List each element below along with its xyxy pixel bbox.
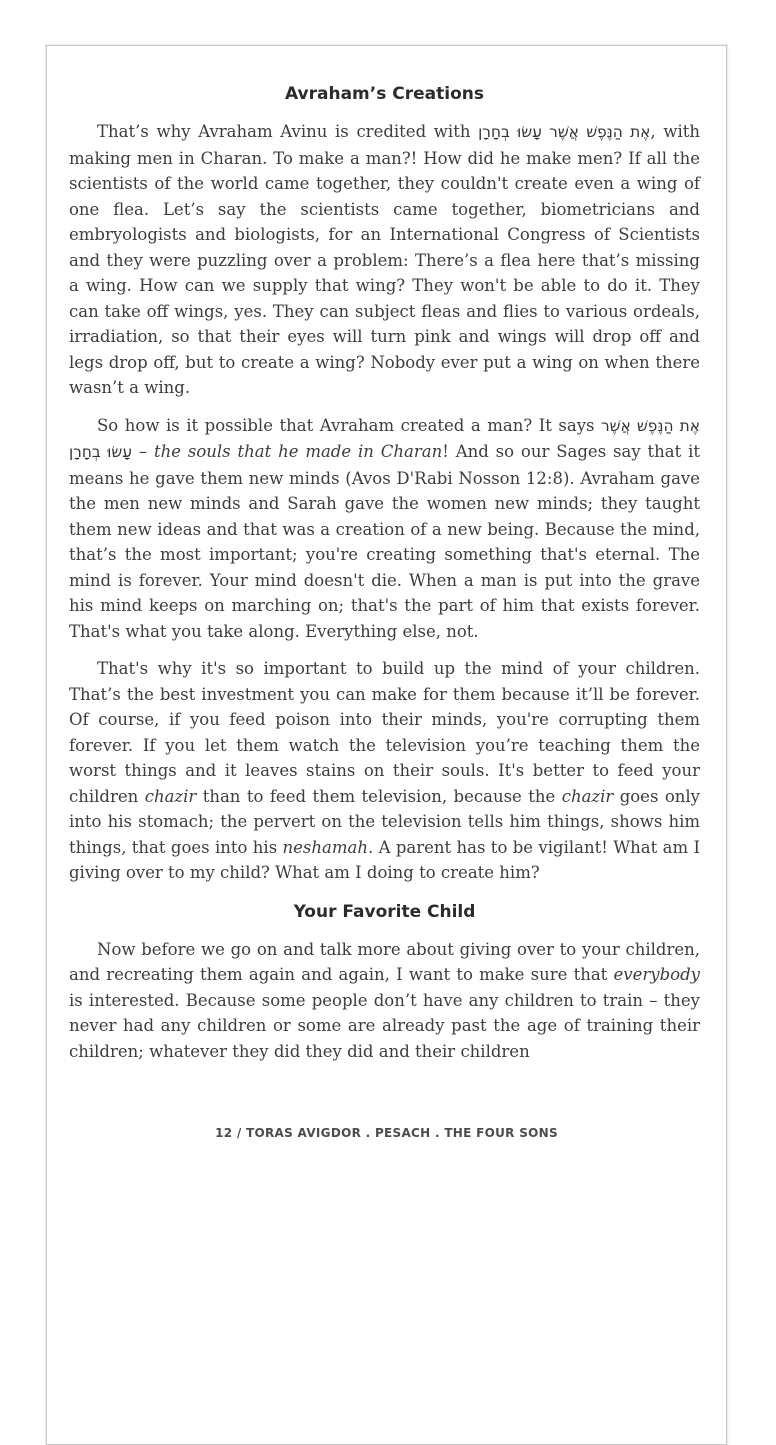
document-page (46, 45, 727, 1445)
hebrew-phrase: אֶת הַנֶּפֶשׁ אֲשֶׁר עָשׂוּ בְחָרָן (478, 123, 651, 141)
paragraph-before-we-go-on (69, 937, 700, 1065)
section-heading-your-favorite-child: Your Favorite Child (293, 901, 476, 922)
text-run: Now before we go on and talk more about giving over to your children, and recreating them again and again, I want to make sure that (69, 939, 700, 984)
italic-translation: the souls that he made in Charan (153, 442, 443, 461)
text-run: , with making men in Charan. To make a man?! How did he make men? If all the scientists of the world came together, they couldn't create even a wing of one flea. Let’s say the scientists came together, biometricians and embryologists and biologists, for an International Congress of Scientists and they were puzzling over a problem: There’s a flea here that’s missing a wing. How can we supply that wing? They won't be able to do it. They can take off wings, yes. They can subject fleas and flies to various ordeals, irradiation, so that their eyes will turn pink and wings will drop off and legs drop off, but to create a wing? Nobody ever put a wing on when there wasn’t a wing. (69, 122, 700, 397)
text-run: – (131, 442, 154, 461)
text-run: That’s why Avraham Avinu is credited with (97, 122, 479, 141)
paragraph-build-minds (69, 656, 700, 886)
page-content (47, 46, 726, 1064)
italic-term: chazir (561, 786, 614, 806)
text-run: goes only into his stomach; the pervert on the television tells him things, shows him things, that goes into his (69, 786, 701, 857)
section-heading-avrahams-creations: Avraham’s Creations (285, 84, 484, 104)
text-run: That's why it's so important to build up the mind of your children. That’s the best investment you can make for them because it’ll be forever. Of course, if you feed poison into their minds, you're corrupting them forever. If you let them watch the television you’re teaching them the worst things and it leaves stains on their souls. It's better to feed your children (69, 659, 700, 806)
text-run: So how is it possible that Avraham created a man? It says (97, 415, 602, 435)
text-run: than to feed them television, because the (196, 786, 562, 806)
italic-term: everybody (613, 965, 700, 984)
hebrew-phrase: אֶת הַנֶּפֶשׁ אֲשֶׁר עָשׂוּ בְחָרָן (69, 416, 700, 461)
paragraph-avraham-credited (69, 119, 700, 401)
text-run: . A parent has to be vigilant! What am I giving over to my child? What am I doing to create him? (69, 837, 700, 882)
page-footer: 12 / TORAS AVIGDOR . PESACH . THE FOUR SONS (215, 1126, 558, 1140)
italic-term: chazir (144, 786, 197, 806)
text-run: ! And so our Sages say that it means he gave them new minds (Avos D'Rabi Nosson 12:8). Avraham gave the men new minds and Sarah gave the women new minds; they taught them new ideas and that was a creation of a new being. Because the mind, that’s the most important; you're creating something that's eternal. The mind is forever. Your mind doesn't die. When a man is put into the grave his mind keeps on marching on; that's the part of him that exists forever. That's what you take along. Everything else, not. (69, 442, 701, 641)
paragraph-how-possible (69, 413, 700, 645)
text-run: is interested. Because some people don’t have any children to train – they never had any children or some are already past the age of training their children; whatever they did they did and their children (69, 990, 700, 1061)
italic-term: neshamah (282, 837, 368, 857)
